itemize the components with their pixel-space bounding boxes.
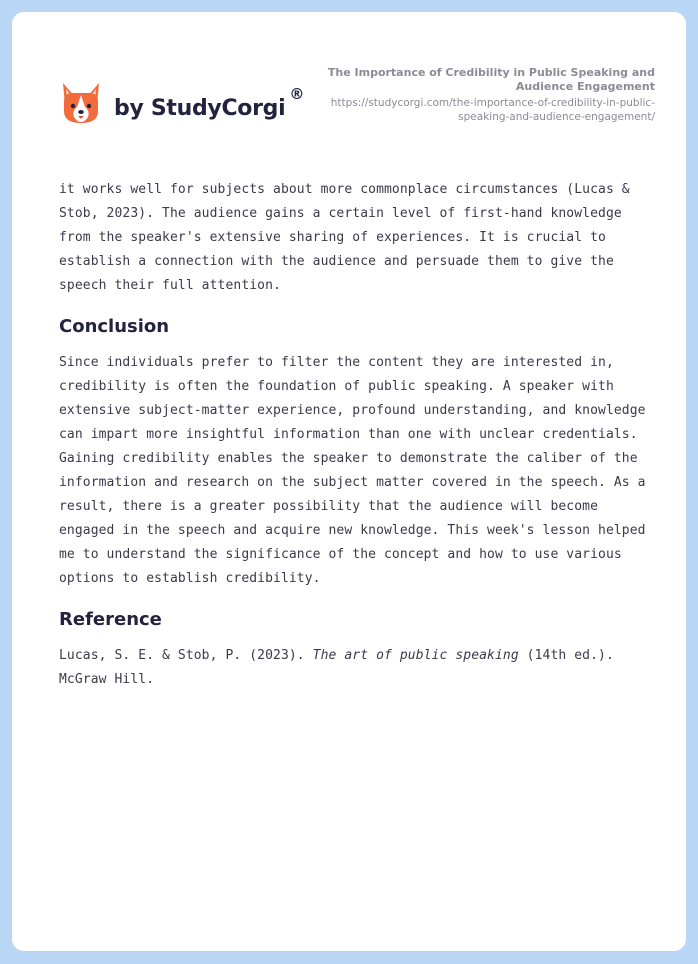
document-page xyxy=(12,12,686,951)
intro-paragraph: it works well for subjects about more commonplace circumstances (Lucas & Stob, 2023). The audience gains a certain level of first-hand knowledge from the speaker's extensive sharing of experiences. It is crucial to establish a connection with the audience and persuade them to give the speech their full attention. xyxy=(59,182,630,293)
document-meta xyxy=(325,66,655,124)
document-body xyxy=(59,178,653,692)
reference-details: (14th ed.). McGraw Hill. xyxy=(59,648,614,687)
studycorgi-logo[interactable] xyxy=(60,76,304,132)
conclusion-heading: Conclusion xyxy=(59,316,170,337)
conclusion-paragraph: Since individuals prefer to filter the content they are interested in, credibility is often the foundation of public speaking. A speaker with extensive subject-matter experience, profound understanding, and knowledge can impart more insightful information than one with unclear credentials. Gaining credibility enables the speaker to demonstrate the caliber of the information and research on the subject matter covered in the speech. As a result, there is a greater possibility that the audience will become engaged in the speech and acquire new knowledge. This week's lesson helped me to understand the significance of the concept and how to use various options to establish credibility. xyxy=(59,355,646,586)
registered-mark: ® xyxy=(289,85,305,103)
reference-authors: Lucas, S. E. & Stob, P. (2023). xyxy=(59,648,313,663)
document-title: The Importance of Credibility in Public Speaking and Audience Engagement xyxy=(327,66,655,93)
reference-entry xyxy=(59,644,653,692)
reference-heading: Reference xyxy=(59,609,162,630)
brand-name: by StudyCorgi xyxy=(114,95,286,121)
corgi-icon xyxy=(60,81,102,127)
reference-title: The art of public speaking xyxy=(312,648,519,663)
document-url[interactable]: https://studycorgi.com/the-importance-of-credibility-in-public-speaking-and-audience-engagement/ xyxy=(330,97,655,123)
